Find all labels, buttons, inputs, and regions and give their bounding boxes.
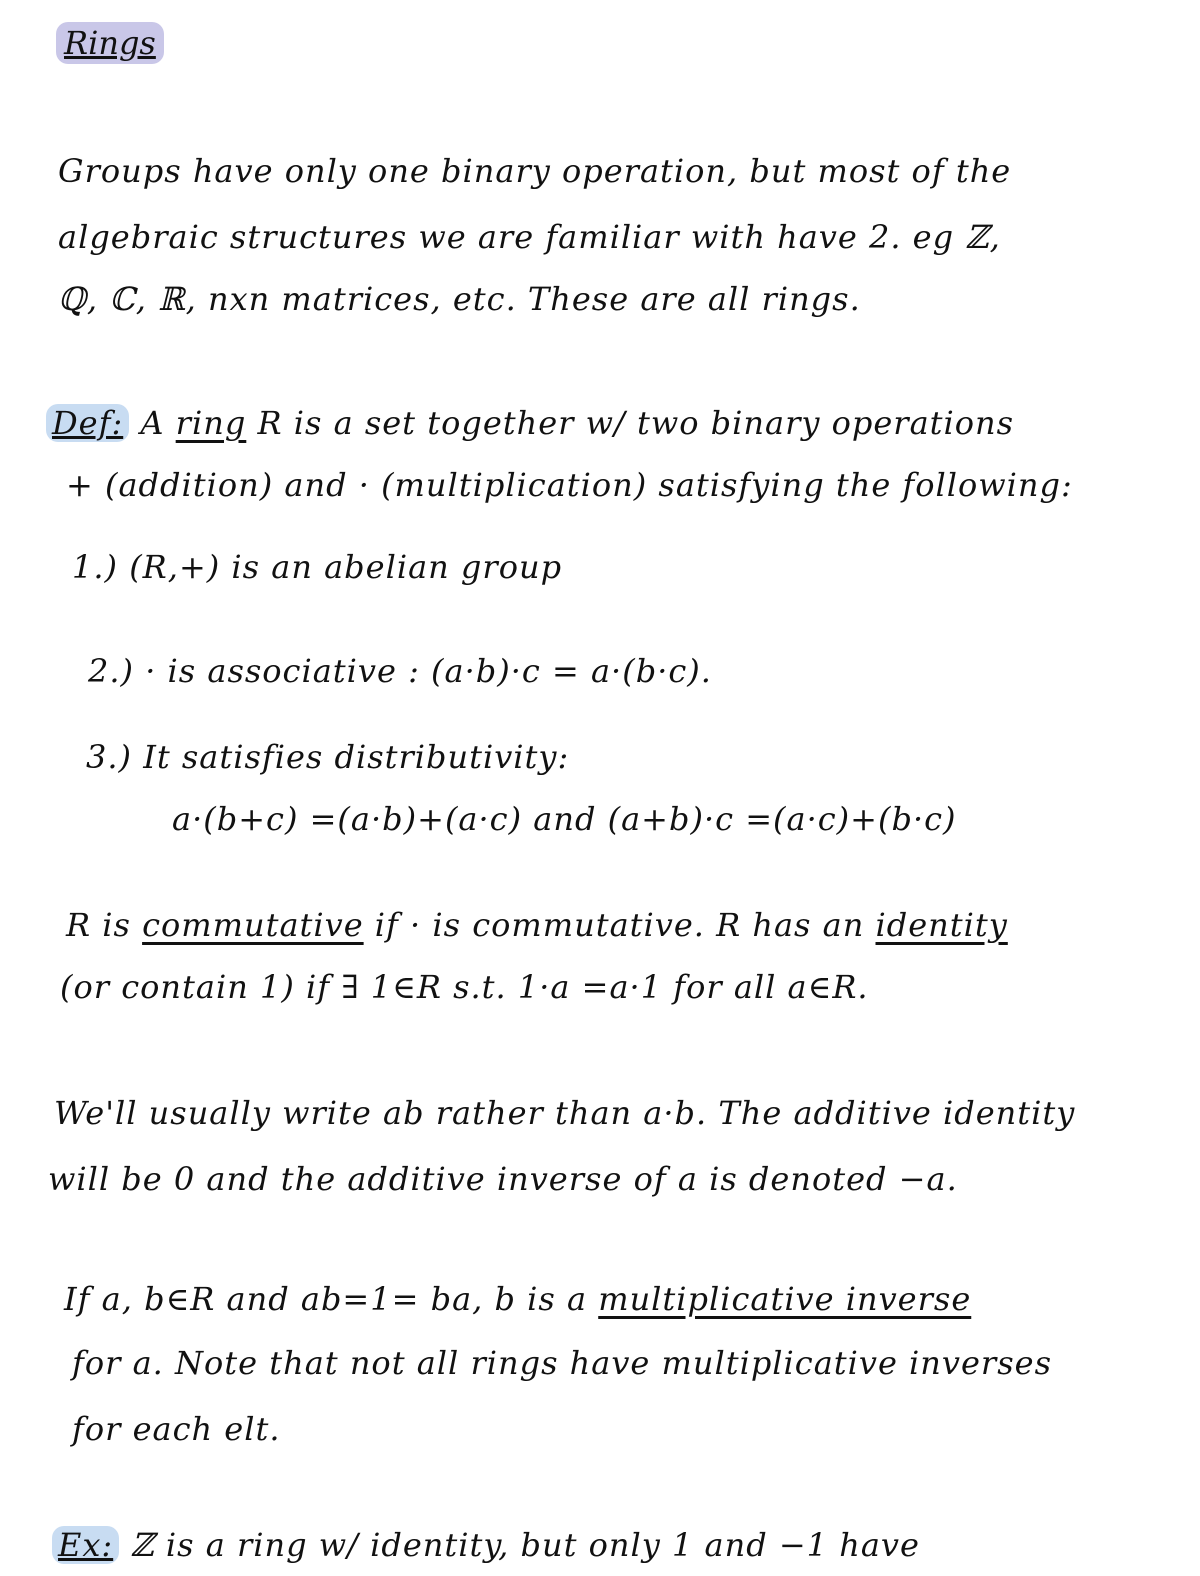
notation-line-1: We'll usually write ab rather than a·b. The additive identity	[54, 1094, 1076, 1132]
page-title	[56, 22, 164, 64]
definition-tag: Def:	[46, 404, 129, 442]
notation-line-2: will be 0 and the additive inverse of a is denoted −a.	[48, 1160, 958, 1198]
axiom-2: 2.) · is associative : (a·b)·c = a·(b·c).	[88, 652, 712, 690]
example-text: ℤ is a ring w/ identity, but only 1 and −1 have	[130, 1526, 920, 1564]
intro-line-3: ℚ, ℂ, ℝ, nxn matrices, etc. These are all rings.	[58, 280, 861, 318]
inverse-line-3: for each elt.	[72, 1410, 281, 1448]
definition-pre: A	[140, 404, 165, 442]
axiom-1: 1.) (R,+) is an abelian group	[72, 548, 563, 586]
commutative-mid: if · is commutative. R has an	[374, 906, 865, 944]
definition-line-1	[46, 404, 1014, 442]
term-multiplicative-inverse: multiplicative inverse	[598, 1280, 972, 1318]
definition-line-2: + (addition) and · (multiplication) satisfying the following:	[66, 466, 1073, 504]
title-highlight: Rings	[56, 22, 164, 64]
inverse-line-1	[64, 1280, 971, 1318]
example-tag: Ex:	[52, 1526, 119, 1564]
term-identity: identity	[875, 906, 1008, 944]
commutative-pre: R is	[66, 906, 131, 944]
inverse-pre: If a, b∈R and ab=1= ba, b is a	[64, 1280, 588, 1318]
intro-line-1: Groups have only one binary operation, but most of the	[58, 152, 1012, 190]
axiom-3: 3.) It satisfies distributivity:	[86, 738, 570, 776]
term-commutative: commutative	[142, 906, 364, 944]
commutative-line-1	[66, 906, 1008, 944]
intro-line-2: algebraic structures we are familiar with have 2. eg ℤ,	[58, 218, 1001, 256]
definition-post: R is a set together w/ two binary operations	[257, 404, 1015, 442]
example-line	[52, 1526, 920, 1564]
definition-term-ring: ring	[175, 404, 247, 442]
commutative-line-2: (or contain 1) if ∃ 1∈R s.t. 1·a =a·1 for all a∈R.	[60, 968, 869, 1006]
axiom-3-formula: a·(b+c) =(a·b)+(a·c) and (a+b)·c =(a·c)+(b·c)	[172, 800, 957, 838]
inverse-line-2: for a. Note that not all rings have multiplicative inverses	[72, 1344, 1052, 1382]
